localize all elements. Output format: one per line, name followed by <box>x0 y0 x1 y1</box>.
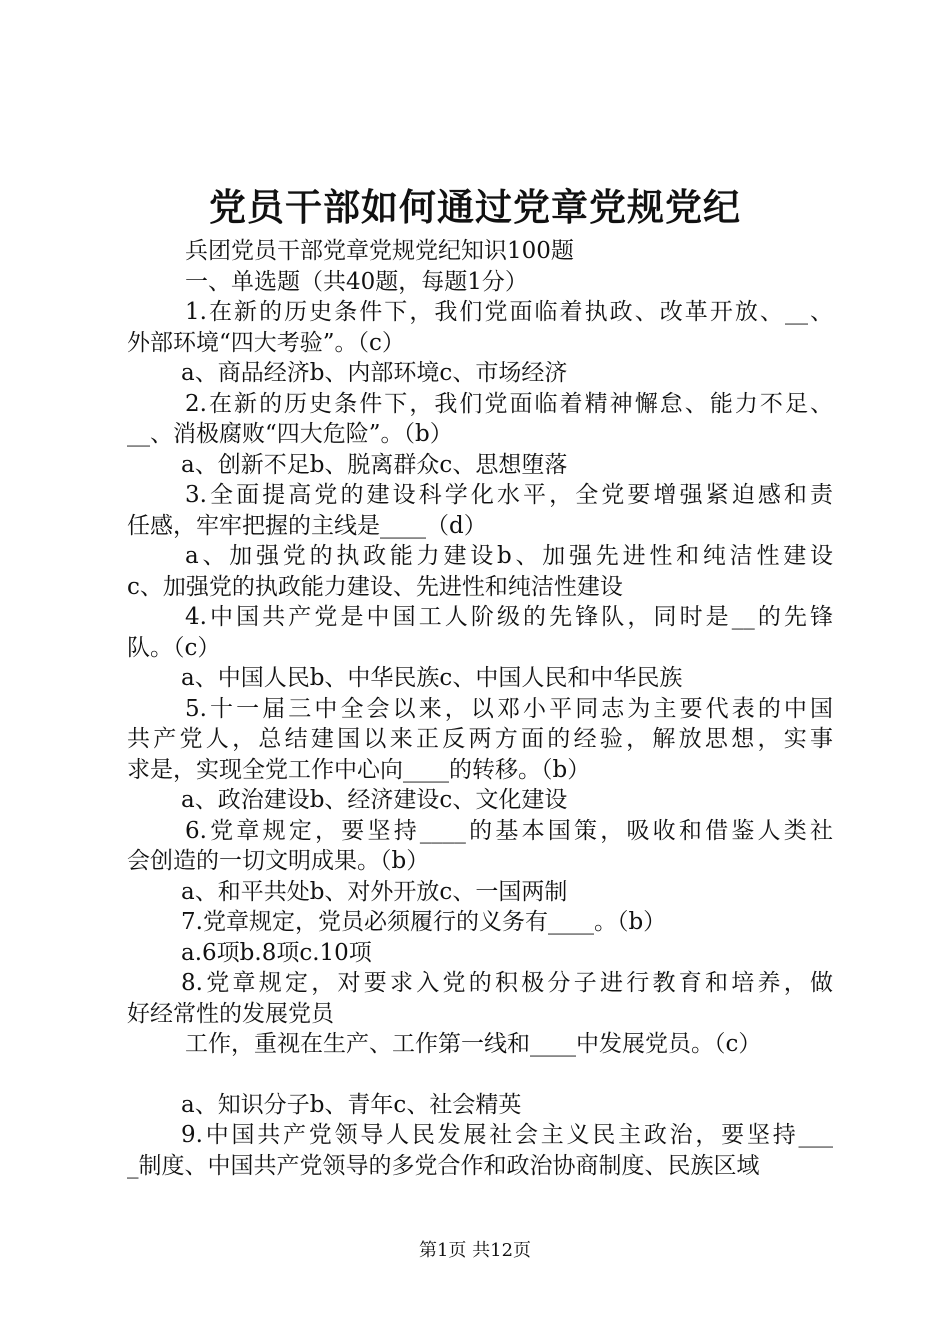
question-8-cont: 好经常性的发展党员 <box>127 1000 334 1027</box>
question-1-line: 1.在新的历史条件下，我们党面临着执政、改革开放、__、 <box>185 299 833 325</box>
question-7-options: a.6项b.8项c.10项 <box>181 939 372 966</box>
document-body <box>127 236 833 1181</box>
question-5-line: 5.十一届三中全会以来，以邓小平同志为主要代表的中国 <box>185 695 833 722</box>
question-3-cont: 任感，牢牢把握的主线是____（d） <box>127 512 487 539</box>
question-7-line: 7.党章规定，党员必须履行的义务有____。（b） <box>181 909 667 935</box>
question-5-cont-2: 求是，实现全党工作中心向____的转移。（b） <box>127 756 591 783</box>
question-2-cont: __、消极腐败“四大危险”。（b） <box>127 421 453 447</box>
question-4-line: 4.中国共产党是中国工人阶级的先锋队，同时是__的先锋 <box>185 604 833 630</box>
question-9-cont: _制度、中国共产党领导的多党合作和政治协商制度、民族区域 <box>127 1152 760 1179</box>
question-8-line: 8.党章规定，对要求入党的积极分子进行教育和培养，做 <box>181 970 833 996</box>
question-1-cont: 外部环境“四大考验”。（c） <box>127 329 405 356</box>
question-4-cont: 队。（c） <box>127 634 221 661</box>
subtitle-line: 兵团党员干部党章党规党纪知识100题 <box>185 238 574 264</box>
question-5-options: a、政治建设b、经济建设c、文化建设 <box>181 787 568 813</box>
blank-gap <box>127 1060 833 1090</box>
question-4-options: a、中国人民b、中华民族c、中国人民和中华民族 <box>181 665 683 691</box>
question-6-line: 6.党章规定，要坚持____的基本国策，吸收和借鉴人类社 <box>185 817 833 844</box>
question-1-options: a、商品经济b、内部环境c、市场经济 <box>181 360 568 386</box>
question-6-options: a、和平共处b、对外开放c、一国两制 <box>181 878 568 905</box>
question-2-line: 2.在新的历史条件下，我们党面临着精神懈怠、能力不足、 <box>185 390 833 417</box>
question-3-options: a、加强党的执政能力建设b、加强先进性和纯洁性建设 <box>185 543 833 569</box>
question-3-options-cont: c、加强党的执政能力建设、先进性和纯洁性建设 <box>127 573 623 600</box>
question-9-line: 9.中国共产党领导人民发展社会主义民主政治，要坚持___ <box>181 1122 833 1148</box>
document-title: 党员干部如何通过党章党规党纪 <box>209 186 741 229</box>
question-8-options: a、知识分子b、青年c、社会精英 <box>181 1091 522 1118</box>
question-2-options: a、创新不足b、脱离群众c、思想堕落 <box>181 451 568 478</box>
page-footer: 第1页 共12页 <box>418 1240 532 1261</box>
question-8-cont-2: 工作，重视在生产、工作第一线和____中发展党员。（c） <box>185 1031 762 1057</box>
question-3-line: 3.全面提高党的建设科学化水平，全党要增强紧迫感和责 <box>185 482 833 508</box>
question-5-cont: 共产党人，总结建国以来正反两方面的经验，解放思想，实事 <box>127 726 833 752</box>
section-heading: 一、单选题（共40题，每题1分） <box>185 268 528 295</box>
question-6-cont: 会创造的一切文明成果。（b） <box>127 848 430 874</box>
